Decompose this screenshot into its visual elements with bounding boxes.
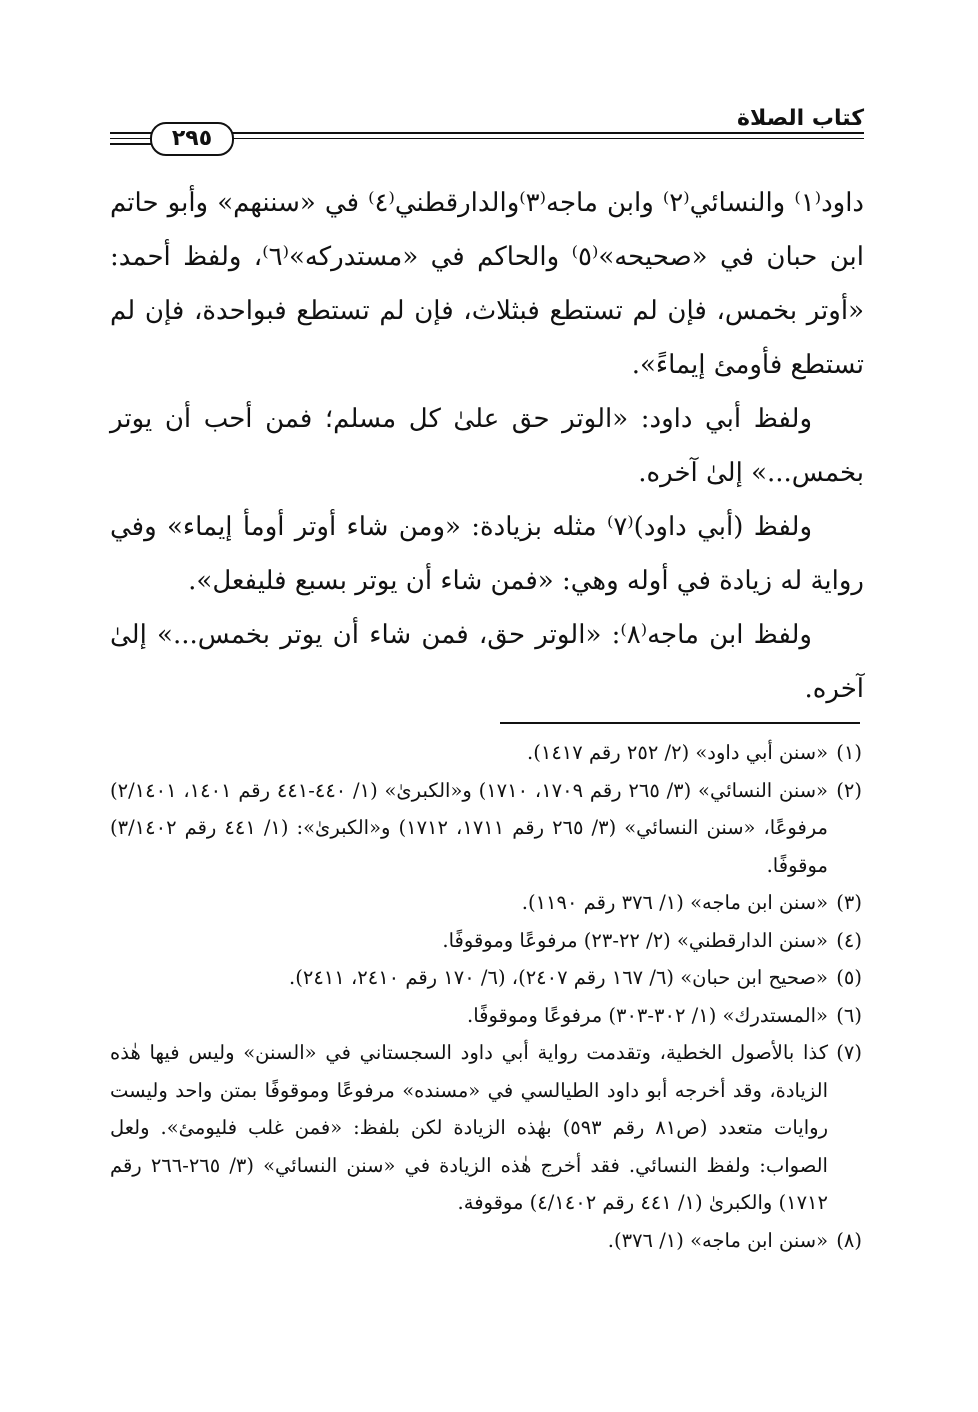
footnote [110, 922, 862, 960]
main-text [110, 176, 864, 716]
footnote-text: «صحيح ابن حبان» (٦/ ١٦٧ رقم ٢٤٠٧)، (٦/ ١٧٠ رقم ٢٤١٠، ٢٤١١). [289, 966, 828, 989]
footnote-text: «سنن الدارقطني» (٢/ ٢٢-٢٣) مرفوعًا وموقوفًا. [442, 928, 828, 952]
footnote-label: (٢) [836, 778, 862, 802]
footnote [110, 959, 862, 997]
footnote-text: «سنن أبي داود» (٢/ ٢٥٢ رقم ١٤١٧). [527, 741, 828, 764]
paragraph: ولفظ ابن ماجه⁽٨⁾: «الوتر حق، فمن شاء أن يوتر بخمس...» إلىٰ آخره. [110, 620, 864, 704]
footnotes [110, 734, 862, 1259]
footnote [110, 734, 862, 772]
footnote [110, 884, 862, 922]
footnote-label: (٧) [836, 1041, 862, 1064]
paragraph: داود⁽١⁾ والنسائي⁽٢⁾ وابن ماجه⁽٣⁾والدارقطني⁽٤⁾ في «سننهم» وأبو حاتم ابن حبان في «صحيحه»⁽٥⁾ والحاكم في «مستدركه»⁽٦⁾، ولفظ أحمد: «أوتر بخمس، فإن لم تستطع فبثلاث، فإن لم تستطع فبواحدة، فإن لم تستطع فأومئ إيماءً». [110, 188, 865, 380]
footnote-text: كذا بالأصول الخطية، وتقدمت رواية أبي داود السجستاني في «السنن» وليس فيها هٰذه الزيادة، وقد أخرجه أبو داود الطيالسي في «مسنده» مرفوعًا وموقوفًا بمتن واحد وليست روايات متعدد (ص٨١ رقم ٥٩٣) بهٰذه الزيادة لكن بلفظ: «فمن غلب فليومئ». ولعل الصواب: ولفظ النسائي. فقد أخرج هٰذه الزيادة في «سنن النسائي» (٣/ ٢٦٥-٢٦٦ رقم ١٧١٢) والكبرىٰ (١/ ٤٤١ رقم ٤/١٤٠٢) موقوفة. [110, 1041, 828, 1214]
footnote [110, 1034, 862, 1222]
running-header [110, 106, 864, 152]
footnote-text: «المستدرك» (١/ ٣٠٢-٣٠٣) مرفوعًا وموقوفًا. [467, 1003, 828, 1027]
footnote-label: (٥) [836, 966, 862, 989]
page-number: ٢٩٥ [150, 122, 234, 156]
footnote-label: (٤) [836, 928, 862, 952]
footnote-label: (٨) [836, 1228, 862, 1252]
footnote [110, 1222, 862, 1260]
footnote [110, 772, 862, 885]
footnote-text: «سنن النسائي» (٣/ ٢٦٥ رقم ١٧٠٩، ١٧١٠) و«الكبرىٰ» (١/ ٤٤٠-٤٤١ رقم ١٤٠١، ٢/١٤٠١) مرفوعًا، «سنن النسائي» (٣/ ٢٦٥ رقم ١٧١١، ١٧١٢) و«الكبرىٰ»: (١/ ٤٤١ رقم ٣/١٤٠٢) موقوفًا. [110, 778, 828, 877]
footnote-label: (١) [836, 741, 862, 764]
paragraph: ولفظ (أبي داود)⁽٧⁾ مثله بزيادة: «ومن شاء أوتر أومأ إيماء» وفي رواية له زيادة في أوله وهي: «فمن شاء أن يوتر بسبع فليفعل». [110, 512, 864, 596]
footnote-text: «سنن ابن ماجه» (١/ ٣٧٦ رقم ١١٩٠). [521, 891, 828, 914]
chapter-title: كتاب الصلاة [727, 106, 864, 131]
footnote-label: (٦) [836, 1003, 862, 1027]
paragraph: ولفظ أبي داود: «الوتر حق علىٰ كل مسلم؛ فمن أحب أن يوتر بخمس...» إلىٰ آخره. [110, 404, 864, 488]
footnote-label: (٣) [836, 891, 862, 914]
footnote [110, 997, 862, 1035]
footnote-separator [500, 722, 860, 724]
footnote-text: «سنن ابن ماجه» (١/ ٣٧٦). [607, 1228, 828, 1252]
